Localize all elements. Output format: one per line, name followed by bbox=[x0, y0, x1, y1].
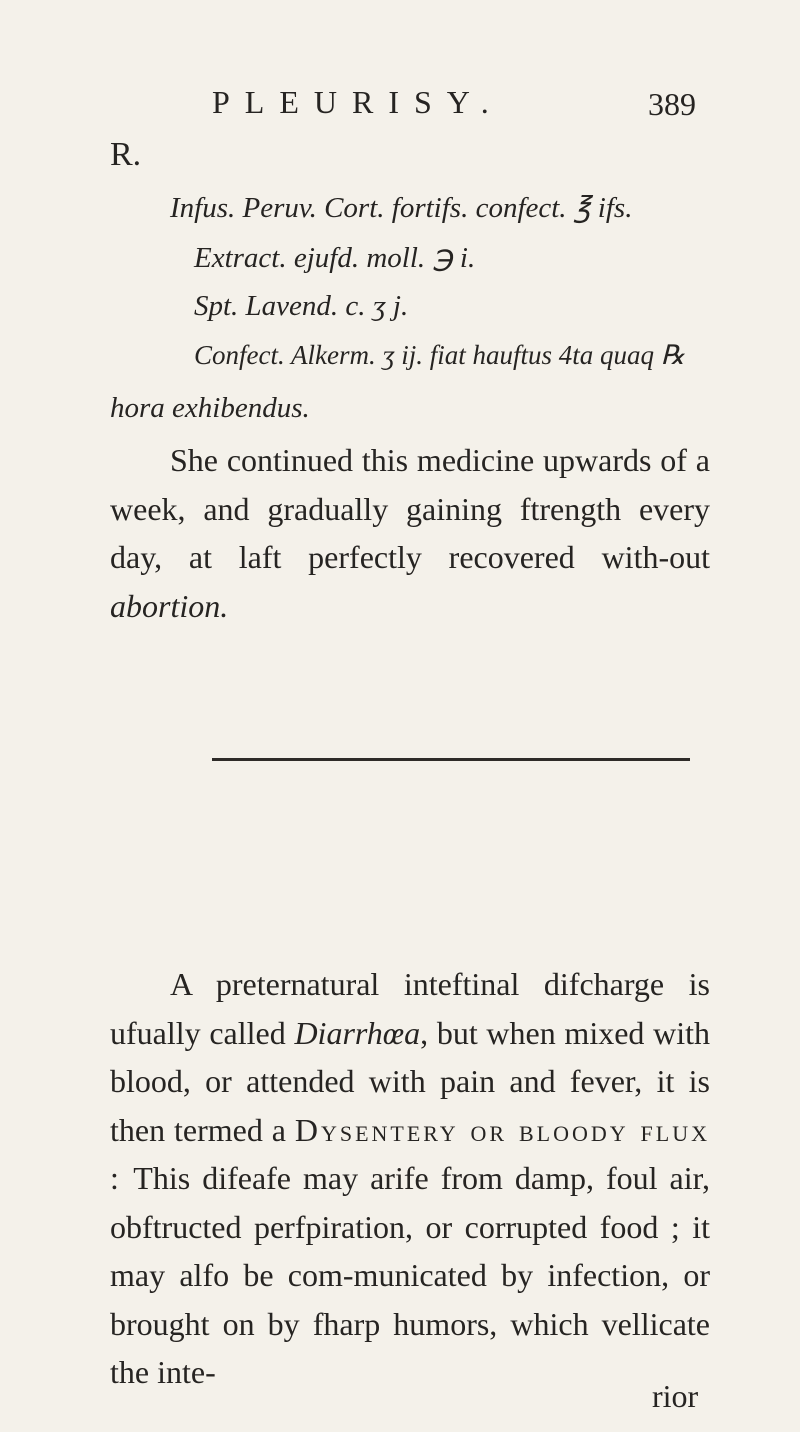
recipe-line-5: hora exhibendus. bbox=[110, 392, 310, 424]
recipe-symbol: R. bbox=[110, 136, 142, 173]
paragraph-2-part2: , but when mixed with blood, or attended with pain and fever, it is then termed a bbox=[110, 1014, 710, 1148]
paragraph-1-text: She continued this medicine upwards of a week, and gradually gaining ftrength every day, at laft perfectly recovered with-out bbox=[110, 442, 710, 575]
paragraph-2-smallcaps: Dysentery or bloody flux : bbox=[110, 1111, 710, 1196]
paragraph-2-part3: This difeafe may arife from damp, foul air, obftructed perfpiration, or corrupted food ; it may alfo be com-municated by infection, or brought on by fharp humors, which vellicate the inte- bbox=[110, 1160, 710, 1390]
running-head: PLEURISY. bbox=[212, 84, 504, 120]
page-header bbox=[0, 78, 800, 128]
paragraph-2-italic: Diarrhœa bbox=[294, 1014, 421, 1051]
paragraph-1 bbox=[110, 436, 710, 630]
recipe-line-2: Extract. ejufd. moll. ℈ i. bbox=[194, 242, 476, 274]
paragraph-2-part1: A preternatural inteftinal difcharge is ufually called bbox=[110, 966, 710, 1051]
recipe-line-3: Spt. Lavend. c. ʒ j. bbox=[194, 290, 409, 322]
section-divider bbox=[212, 758, 690, 761]
paragraph-1-italic: abortion. bbox=[110, 587, 229, 624]
catchword: rior bbox=[652, 1378, 699, 1414]
page-number: 389 bbox=[648, 86, 696, 122]
recipe-line-4: Confect. Alkerm. ʒ ij. fiat hauftus 4ta quaq ℞ bbox=[194, 340, 685, 370]
recipe-line-1: Infus. Peruv. Cort. fortifs. confect. ℥ ifs. bbox=[170, 192, 633, 224]
paragraph-2 bbox=[110, 960, 710, 1397]
